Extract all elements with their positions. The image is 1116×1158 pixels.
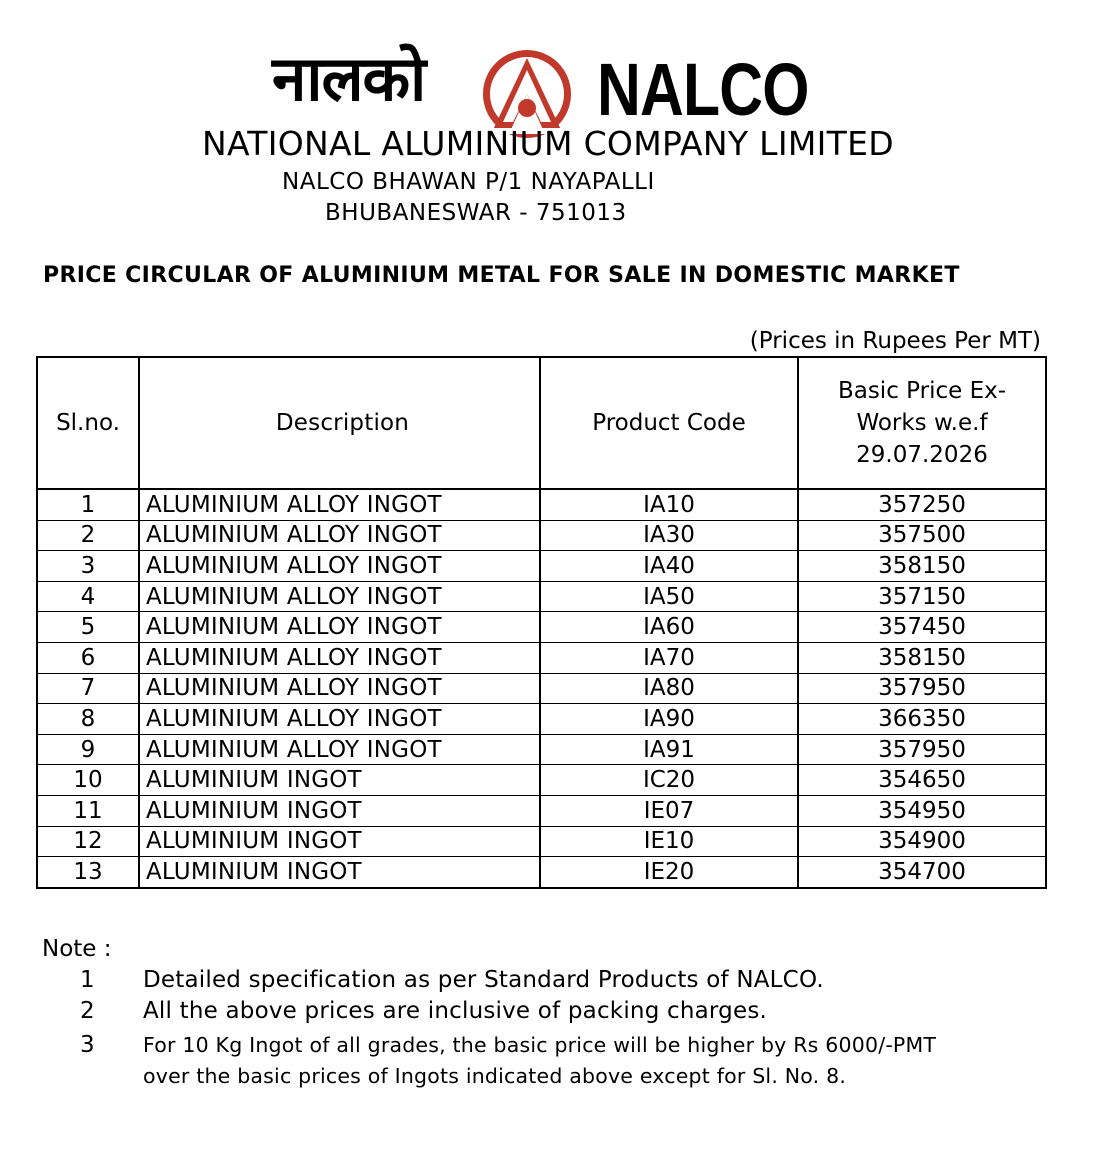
cell-price: 354900 (798, 826, 1046, 857)
cell-description: ALUMINIUM ALLOY INGOT (139, 551, 540, 582)
cell-product-code: IA90 (540, 704, 798, 735)
cell-sl-no: 13 (37, 857, 139, 888)
note-number: 2 (80, 998, 95, 1024)
table-row (37, 612, 1046, 643)
table-row (37, 520, 1046, 551)
cell-sl-no: 9 (37, 734, 139, 765)
table-row (37, 704, 1046, 735)
table-row (37, 673, 1046, 704)
cell-description: ALUMINIUM ALLOY INGOT (139, 734, 540, 765)
cell-description: ALUMINIUM INGOT (139, 765, 540, 796)
note-text: All the above prices are inclusive of packing charges. (143, 998, 768, 1024)
address-line-2: BHUBANESWAR - 751013 (325, 200, 627, 226)
cell-description: ALUMINIUM ALLOY INGOT (139, 673, 540, 704)
cell-sl-no: 2 (37, 520, 139, 551)
cell-price: 358150 (798, 642, 1046, 673)
cell-description: ALUMINIUM ALLOY INGOT (139, 704, 540, 735)
cell-sl-no: 11 (37, 795, 139, 826)
cell-description: ALUMINIUM ALLOY INGOT (139, 520, 540, 551)
header-price-line1: Basic Price Ex- (837, 378, 1007, 404)
cell-product-code: IE10 (540, 826, 798, 857)
table-row (37, 489, 1046, 520)
header-price-line3: 29.07.2026 (856, 442, 988, 468)
cell-price: 354950 (798, 795, 1046, 826)
note-text: Detailed specification as per Standard Products of NALCO. (143, 967, 824, 993)
cell-price: 357250 (798, 489, 1046, 520)
table-row (37, 581, 1046, 612)
cell-product-code: IA40 (540, 551, 798, 582)
header-price-line2: Works w.e.f (856, 410, 988, 436)
cell-product-code: IC20 (540, 765, 798, 796)
cell-product-code: IA91 (540, 734, 798, 765)
cell-product-code: IA50 (540, 581, 798, 612)
cell-sl-no: 12 (37, 826, 139, 857)
table-row (37, 857, 1046, 888)
note-text-continued: over the basic prices of Ingots indicated above except for Sl. No. 8. (143, 1064, 847, 1088)
table-header-row (37, 357, 1046, 489)
header-basic-price (798, 357, 1046, 489)
table-row (37, 826, 1046, 857)
note-text: For 10 Kg Ingot of all grades, the basic price will be higher by Rs 6000/-PMT (143, 1033, 937, 1057)
cell-description: ALUMINIUM INGOT (139, 826, 540, 857)
company-name: NATIONAL ALUMINIUM COMPANY LIMITED (201, 124, 895, 163)
cell-sl-no: 6 (37, 642, 139, 673)
cell-description: ALUMINIUM INGOT (139, 857, 540, 888)
cell-product-code: IA30 (540, 520, 798, 551)
cell-price: 354650 (798, 765, 1046, 796)
table-row (37, 734, 1046, 765)
cell-price: 366350 (798, 704, 1046, 735)
table-row (37, 765, 1046, 796)
note-number: 3 (80, 1032, 95, 1058)
cell-price: 354700 (798, 857, 1046, 888)
table-row (37, 551, 1046, 582)
cell-description: ALUMINIUM ALLOY INGOT (139, 612, 540, 643)
cell-sl-no: 4 (37, 581, 139, 612)
cell-description: ALUMINIUM INGOT (139, 795, 540, 826)
cell-sl-no: 8 (37, 704, 139, 735)
cell-product-code: IE20 (540, 857, 798, 888)
cell-description: ALUMINIUM ALLOY INGOT (139, 489, 540, 520)
address-line-1: NALCO BHAWAN P/1 NAYAPALLI (282, 169, 655, 195)
circular-title: PRICE CIRCULAR OF ALUMINIUM METAL FOR SALE IN DOMESTIC MARKET (43, 263, 960, 288)
logo-hindi-text: नालको (272, 42, 426, 115)
cell-product-code: IA70 (540, 642, 798, 673)
cell-price: 357950 (798, 734, 1046, 765)
table-row (37, 795, 1046, 826)
cell-sl-no: 5 (37, 612, 139, 643)
header-sl-no: Sl.no. (37, 357, 139, 489)
cell-product-code: IA60 (540, 612, 798, 643)
cell-product-code: IA10 (540, 489, 798, 520)
cell-product-code: IE07 (540, 795, 798, 826)
cell-description: ALUMINIUM ALLOY INGOT (139, 581, 540, 612)
header-description: Description (139, 357, 540, 489)
cell-price: 357950 (798, 673, 1046, 704)
letterhead-logo (0, 22, 1116, 131)
cell-product-code: IA80 (540, 673, 798, 704)
cell-price: 357500 (798, 520, 1046, 551)
cell-price: 357150 (798, 581, 1046, 612)
cell-price: 357450 (798, 612, 1046, 643)
cell-sl-no: 10 (37, 765, 139, 796)
cell-description: ALUMINIUM ALLOY INGOT (139, 642, 540, 673)
notes-title: Note : (42, 936, 112, 962)
note-number: 1 (80, 967, 95, 993)
logo-english-text: NALCO (597, 48, 809, 131)
header-product-code: Product Code (540, 357, 798, 489)
price-table (36, 356, 1047, 889)
table-row (37, 642, 1046, 673)
units-note: (Prices in Rupees Per MT) (749, 328, 1041, 354)
cell-sl-no: 7 (37, 673, 139, 704)
cell-price: 358150 (798, 551, 1046, 582)
cell-sl-no: 3 (37, 551, 139, 582)
cell-sl-no: 1 (37, 489, 139, 520)
